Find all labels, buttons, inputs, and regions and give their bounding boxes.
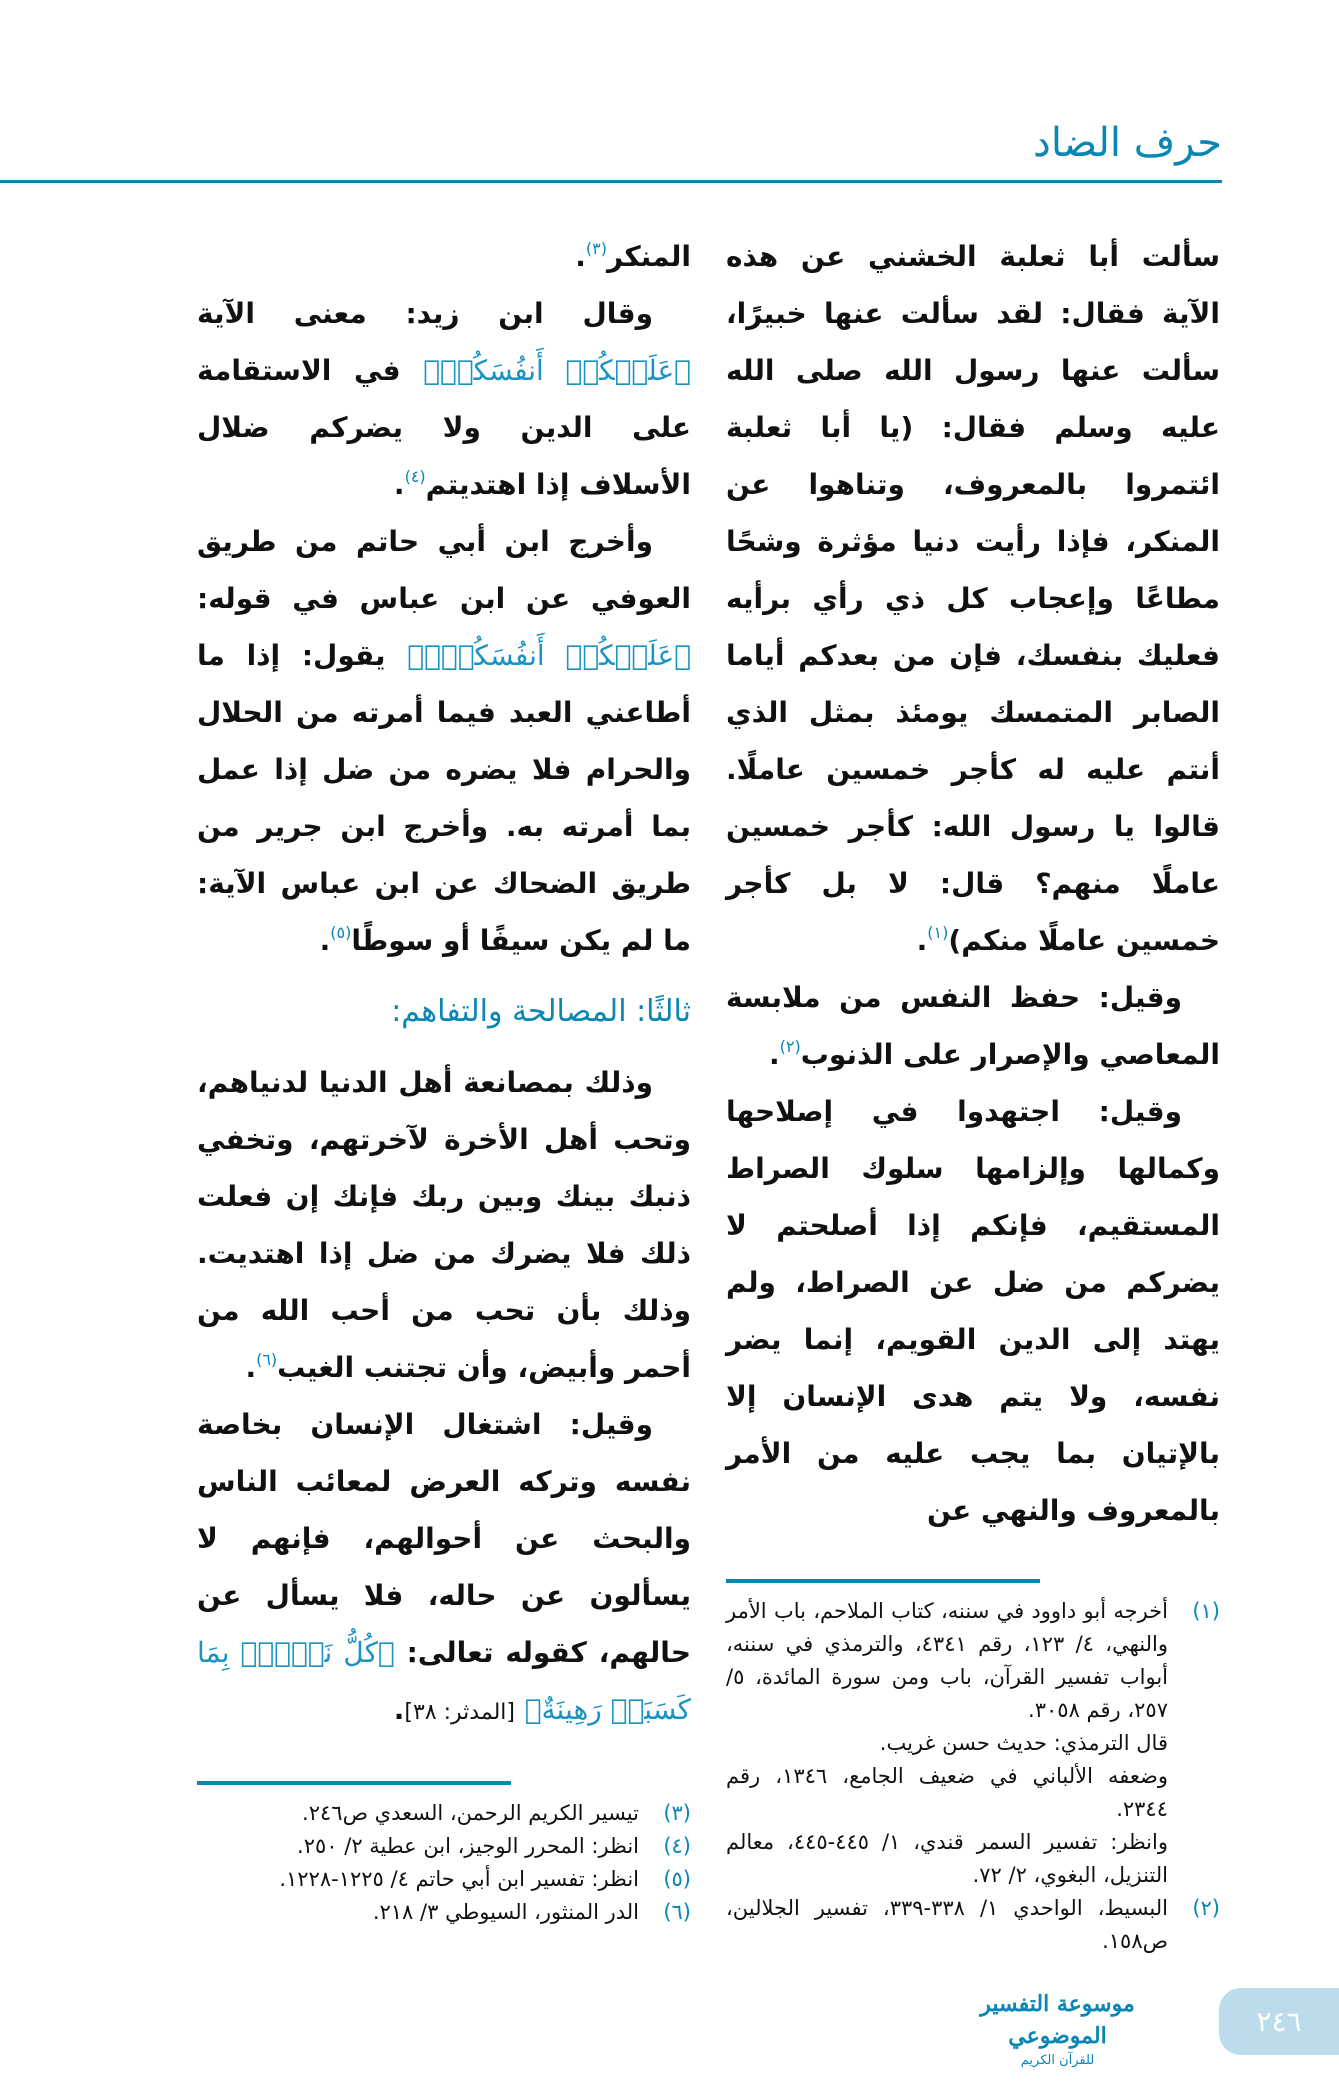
verse-reference: [المدثر: ٣٨]: [404, 1700, 515, 1725]
paragraph-text: في الاستقامة على الدين ولا يضركم ضلال الأسلاف إذا اهتديتم: [197, 354, 691, 501]
footnote-ref[interactable]: (٣): [585, 239, 607, 258]
paragraph-text: وذلك بمصانعة أهل الدنيا لدنياهم، وتحب أهل الأخرة لآخرتهم، وتخفي ذنبك بينك وبين ربك فإنك إن فعلت ذلك فلا يضرك من ضل إذا اهتديت. وذلك بأن تحب من أحب الله من أحمر وأبيض، وأن تجتنب الغيب: [197, 1066, 691, 1384]
paragraph-text: المنكر: [606, 240, 691, 273]
publication-logo: [935, 1988, 1180, 2070]
footnote: [726, 1892, 1220, 1958]
footnote-ref[interactable]: (٥): [330, 923, 352, 942]
footnote-number: (٣): [663, 1801, 691, 1825]
paragraph-text: وقيل: حفظ النفس من ملابسة المعاصي والإصرار على الذنوب: [726, 981, 1220, 1071]
left-column: [197, 228, 691, 1741]
footnote-rule: [197, 1781, 511, 1785]
right-column-wrap: [726, 228, 1220, 1958]
header-rule: [0, 180, 1222, 183]
footnote-ref[interactable]: (٢): [779, 1037, 801, 1056]
footnote-ref[interactable]: (١): [927, 923, 949, 942]
footnote: [197, 1896, 691, 1929]
page-header: [0, 0, 1339, 228]
footnote-text: وضعفه الألباني في ضعيف الجامع، ١٣٤٦، رقم ٢٣٤٤.: [726, 1764, 1169, 1821]
footnote-number: (٥): [663, 1867, 691, 1891]
paragraph-text: وقيل: اشتغال الإنسان بخاصة نفسه وتركه العرض لمعائب الناس والبحث عن أحوالهم، فإنهم لا يسألون عن حاله، فلا يسأل عن حالهم، كقوله تعالى:: [197, 1408, 692, 1669]
paragraph-text: يقول: إذا ما أطاعني العبد فيما أمرته من الحلال والحرام فلا يضره من ضل إذا عمل بما أمرته به. وأخرج ابن جرير من طريق الضحاك عن ابن عباس الآية: ما لم يكن سيفًا أو سوطًا: [197, 639, 691, 957]
logo-subtitle: للقرآن الكريم: [1020, 2053, 1095, 2068]
footnote-text: تيسير الكريم الرحمن، السعدي ص٢٤٦.: [302, 1801, 639, 1825]
footnote-text: البسيط، الواحدي ١/ ٣٣٨-٣٣٩، تفسير الجلالين، ص١٥٨.: [726, 1896, 1168, 1953]
footnote-number: (٢): [1192, 1896, 1220, 1920]
footnote-text: أخرجه أبو داوود في سننه، كتاب الملاحم، باب الأمر والنهي، ٤/ ١٢٣، رقم ٤٣٤١، والترمذي في سننه، أبواب تفسير القرآن، باب ومن سورة المائدة، ٥/ ٢٥٧، رقم ٣٠٥٨.: [726, 1599, 1168, 1722]
paragraph: وقيل: اجتهدوا في إصلاحها وكمالها وإلزامها سلوك الصراط المستقيم، فإنكم إذا أصلحتم لا يضركم من ضل عن الصراط، ولم يهتد إلى الدين القويم، إنما يضر نفسه، ولا يتم هدى الإنسان إلا بالإتيان بما يجب عليه من الأمر بالمعروف والنهي عن: [726, 1095, 1220, 1527]
footnotes-right: [726, 1595, 1220, 1958]
footnote-number: (١): [1192, 1599, 1220, 1623]
paragraph: وقال ابن زيد: معنى الآية ﴿عَلَيۡكُمۡ أَنفُسَكُمۡ﴾ في الاستقامة على الدين ولا يضركم ضلال الأسلاف إذا اهتديتم$^{(٤)}$.: [197, 297, 691, 501]
footnote-text: قال الترمذي: حديث حسن غريب.: [879, 1731, 1168, 1755]
logo-title: موسوعة التفسير الموضوعي: [980, 1991, 1135, 2049]
right-column: [726, 228, 1220, 1539]
page-number: ٢٤٦: [1256, 2005, 1302, 2038]
page-footer: [0, 1988, 1339, 2098]
footnote: [726, 1595, 1220, 1892]
paragraph-text: وأخرج ابن أبي حاتم من طريق العوفي عن ابن عباس في قوله:: [197, 525, 691, 615]
section-heading: ثالثًا: المصالحة والتفاهم:: [391, 994, 691, 1029]
paragraph: المنكر$^{(٣)}$.: [575, 239, 691, 273]
paragraph: سألت أبا ثعلبة الخشني عن هذه الآية فقال: لقد سألت عنها خبيرًا، سألت عنها رسول الله صلى الله عليه وسلم فقال: (يا أبا ثعلبة ائتمروا بالمعروف، وتناهوا عن المنكر، فإذا رأيت دنيا مؤثرة وشحًا مطاعًا وإعجاب كل ذي رأي برأيه فعليك بنفسك، فإن من بعدكم أياما الصابر المتمسك يومئذ بمثل الذي أنتم عليه له كأجر خمسين عاملًا. قالوا يا رسول الله: كأجر خمسين عاملًا منهم؟ قال: لا بل كأجر خمسين عاملًا منكم)$^{(١)}$.: [726, 240, 1220, 957]
columns: [197, 228, 1220, 1958]
footnote-number: (٦): [663, 1900, 691, 1924]
footnote-rule: [726, 1579, 1040, 1583]
page-number-badge: [1219, 1988, 1339, 2055]
footnotes-left: [197, 1797, 691, 1929]
chapter-title: حرف الضاد: [1033, 120, 1222, 166]
footnote-ref[interactable]: (٦): [256, 1350, 278, 1369]
footnote: [197, 1797, 691, 1830]
footnote: [197, 1830, 691, 1863]
paragraph: وذلك بمصانعة أهل الدنيا لدنياهم، وتحب أهل الأخرة لآخرتهم، وتخفي ذنبك بينك وبين ربك فإنك إن فعلت ذلك فلا يضرك من ضل إذا اهتديت. وذلك بأن تحب من أحب الله من أحمر وأبيض، وأن تجتنب الغيب$^{(٦)}$.: [197, 1066, 691, 1384]
paragraph: وأخرج ابن أبي حاتم من طريق العوفي عن ابن عباس في قوله: ﴿عَلَيۡكُمۡ أَنفُسَكُمۡۖ﴾ يقول: إذا ما أطاعني العبد فيما أمرته من الحلال والحرام فلا يضره من ضل إذا عمل بما أمرته به. وأخرج ابن جرير من طريق الضحاك عن ابن عباس الآية: ما لم يكن سيفًا أو سوطًا$^{(٥)}$.: [197, 525, 691, 957]
quran-verse: ﴿كُلُّ نَفۡسِۭ بِمَا كَسَبَتۡ رَهِينَةٌ﴾: [197, 1636, 691, 1726]
footnote: [197, 1863, 691, 1896]
quran-verse: ﴿عَلَيۡكُمۡ أَنفُسَكُمۡۖ﴾: [407, 639, 691, 672]
paragraph-text: وقال ابن زيد: معنى الآية: [197, 297, 653, 330]
footnote-text: انظر: تفسير ابن أبي حاتم ٤/ ١٢٢٥-١٢٢٨.: [279, 1867, 639, 1891]
quran-verse: ﴿عَلَيۡكُمۡ أَنفُسَكُمۡ﴾: [423, 354, 691, 387]
paragraph: وقيل: حفظ النفس من ملابسة المعاصي والإصرار على الذنوب$^{(٢)}$.: [726, 981, 1220, 1071]
footnote-text: وانظر: تفسير السمر قندي، ١/ ٤٤٥-٤٤٥، معالم التنزيل، البغوي، ٢/ ٧٢.: [726, 1830, 1168, 1887]
paragraph-text: سألت أبا ثعلبة الخشني عن هذه الآية فقال: لقد سألت عنها خبيرًا، سألت عنها رسول الله صلى الله عليه وسلم فقال: (يا أبا ثعلبة ائتمروا بالمعروف، وتناهوا عن المنكر، فإذا رأيت دنيا مؤثرة وشحًا مطاعًا وإعجاب كل ذي رأي برأيه فعليك بنفسك، فإن من بعدكم أياما الصابر المتمسك يومئذ بمثل الذي أنتم عليه له كأجر خمسين عاملًا. قالوا يا رسول الله: كأجر خمسين عاملًا منهم؟ قال: لا بل كأجر خمسين عاملًا منكم): [726, 240, 1220, 957]
footnote-ref[interactable]: (٤): [404, 467, 426, 486]
footnote-text: الدر المنثور، السيوطي ٣/ ٢١٨.: [372, 1900, 639, 1924]
footnote-number: (٤): [663, 1834, 691, 1858]
left-column-wrap: [197, 228, 691, 1929]
footnote-text: انظر: المحرر الوجيز، ابن عطية ٢/ ٢٥٠.: [297, 1834, 639, 1858]
paragraph: وقيل: اشتغال الإنسان بخاصة نفسه وتركه العرض لمعائب الناس والبحث عن أحوالهم، فإنهم لا يسألون عن حاله، فلا يسأل عن حالهم، كقوله تعالى: ﴿كُلُّ نَفۡسِۭ بِمَا كَسَبَتۡ رَهِينَةٌ﴾ [المدثر: ٣٨].: [197, 1408, 692, 1726]
